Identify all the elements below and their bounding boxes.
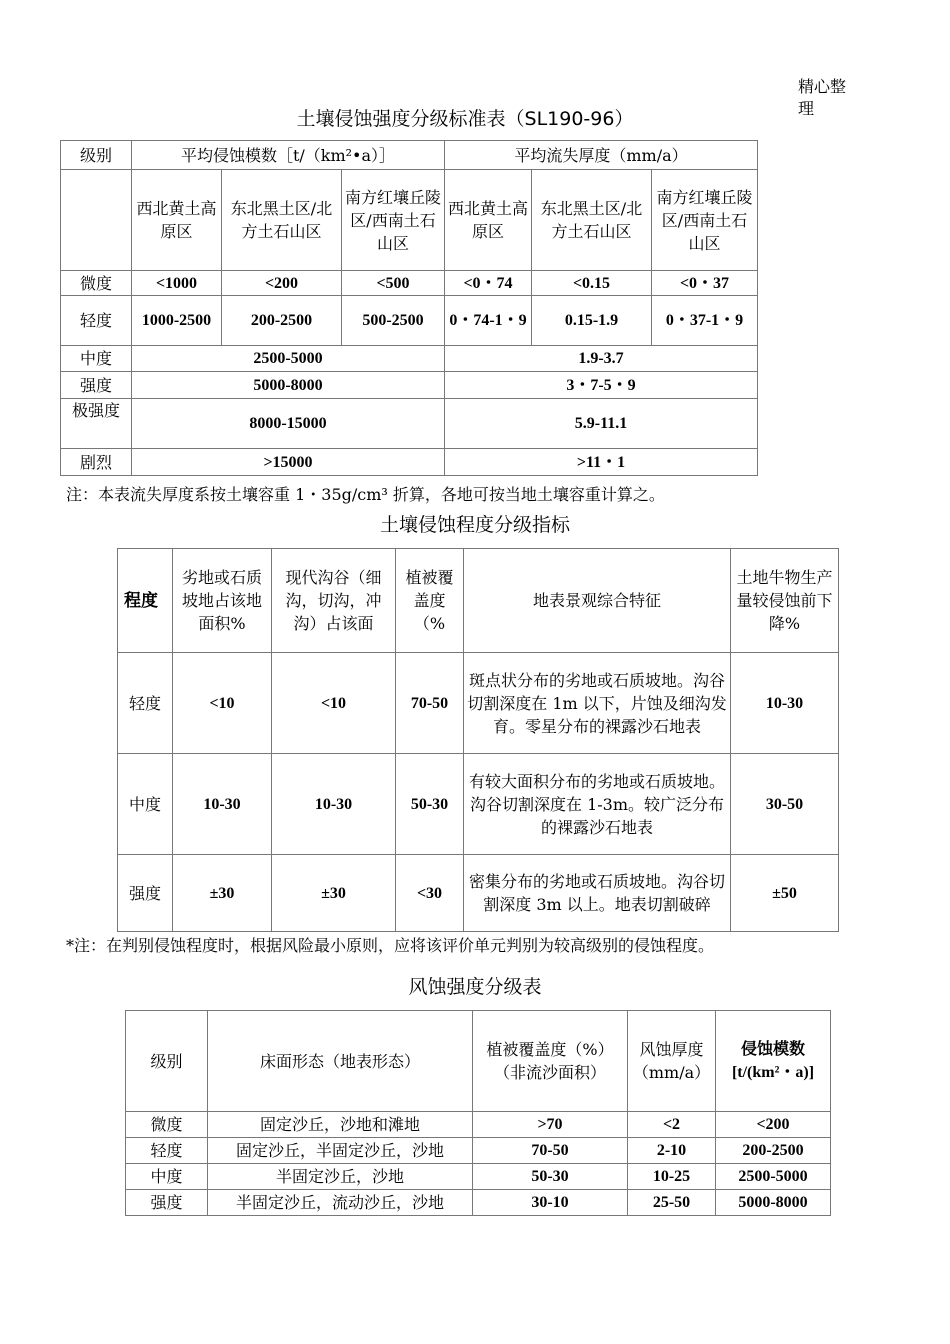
poor-land-value: 10-30 xyxy=(173,754,272,855)
header-poor-land: 劣地或石质坡地占该地面积% xyxy=(173,549,272,653)
table-row xyxy=(118,855,839,932)
depth-value: >11・1 xyxy=(445,449,758,476)
productivity-value: 30-50 xyxy=(731,754,839,855)
table-row xyxy=(126,1164,831,1190)
surface-form: 半固定沙丘，流动沙丘，沙地 xyxy=(208,1190,473,1216)
modulus-value: 5000-8000 xyxy=(716,1190,831,1216)
header-depth: 平均流失厚度（mm/a） xyxy=(445,141,758,170)
row-level: 极强度 xyxy=(61,399,132,449)
vegetation-value: <30 xyxy=(396,855,464,932)
table2-note: *注：在判别侵蚀程度时，根据风险最小原则，应将该评价单元判别为较高级别的侵蚀程度。 xyxy=(66,936,715,955)
modulus-value: 2500-5000 xyxy=(132,346,445,372)
header-vegetation: 植被覆盖度（% xyxy=(396,549,464,653)
table1-title: 土壤侵蚀强度分级标准表（SL190-96） xyxy=(296,108,634,130)
table1-note: 注：本表流失厚度系按土壤容重 1・35g/cm³ 折算，各地可按当地土壤容重计算之。 xyxy=(66,485,665,504)
header-vegetation: 植被覆盖度（%）（非流沙面积） xyxy=(473,1011,628,1112)
row-degree: 中度 xyxy=(118,754,173,855)
row-degree: 强度 xyxy=(118,855,173,932)
header-level: 级别 xyxy=(61,141,132,170)
empty-cell xyxy=(61,170,132,271)
region-south: 南方红壤丘陵区/西南土石山区 xyxy=(652,170,758,271)
depth-value: 5.9-11.1 xyxy=(445,399,758,449)
productivity-value: 10-30 xyxy=(731,653,839,754)
vegetation-value: 50-30 xyxy=(473,1164,628,1190)
poor-land-value: <10 xyxy=(173,653,272,754)
row-level: 剧烈 xyxy=(61,449,132,476)
depth-value: 0.15-1.9 xyxy=(532,296,652,346)
thickness-value: 10-25 xyxy=(628,1164,716,1190)
table-row xyxy=(118,754,839,855)
table-row xyxy=(61,296,758,346)
region-northwest: 西北黄土高原区 xyxy=(132,170,222,271)
surface-form: 固定沙丘，沙地和滩地 xyxy=(208,1112,473,1138)
thickness-value: 2-10 xyxy=(628,1138,716,1164)
table2-title: 土壤侵蚀程度分级指标 xyxy=(379,514,570,536)
landscape-description: 斑点状分布的劣地或石质坡地。沟谷切割深度在 1m 以下，片蚀及细沟发育。零星分布的裸露沙石地表 xyxy=(464,653,731,754)
modulus-value: 1000-2500 xyxy=(132,296,222,346)
depth-value: <0・74 xyxy=(445,271,532,296)
landscape-description: 有较大面积分布的劣地或石质坡地。沟谷切割深度在 1-3m。较广泛分布的裸露沙石地表 xyxy=(464,754,731,855)
erosion-degree-table xyxy=(117,548,839,932)
erosion-intensity-table xyxy=(60,140,758,476)
gully-value: ±30 xyxy=(272,855,396,932)
region-south: 南方红壤丘陵区/西南土石山区 xyxy=(342,170,445,271)
depth-value: <0・37 xyxy=(652,271,758,296)
table-row xyxy=(118,653,839,754)
depth-value: 3・7-5・9 xyxy=(445,372,758,399)
depth-value: 0・74-1・9 xyxy=(445,296,532,346)
table-row xyxy=(61,271,758,296)
header-gully: 现代沟谷（细沟，切沟，冲沟）占该面 xyxy=(272,549,396,653)
region-northeast: 东北黑土区/北方土石山区 xyxy=(532,170,652,271)
table-row xyxy=(61,346,758,372)
corner-note: 精心整理 xyxy=(798,77,847,118)
gully-value: <10 xyxy=(272,653,396,754)
row-level: 微度 xyxy=(126,1112,208,1138)
gully-value: 10-30 xyxy=(272,754,396,855)
table-row xyxy=(126,1138,831,1164)
table-row xyxy=(61,372,758,399)
depth-value: <0.15 xyxy=(532,271,652,296)
table-row xyxy=(126,1190,831,1216)
table-row xyxy=(126,1112,831,1138)
header-surface-form: 床面形态（地表形态） xyxy=(208,1011,473,1112)
region-northwest: 西北黄土高原区 xyxy=(445,170,532,271)
header-level: 级别 xyxy=(126,1011,208,1112)
header-landscape: 地表景观综合特征 xyxy=(464,549,731,653)
table-row xyxy=(61,449,758,476)
header-productivity: 土地牛物生产量较侵蚀前下降% xyxy=(731,549,839,653)
table-row xyxy=(61,399,758,449)
row-level: 强度 xyxy=(61,372,132,399)
modulus-value: <200 xyxy=(222,271,342,296)
modulus-value: 5000-8000 xyxy=(132,372,445,399)
header-thickness: 风蚀厚度（mm/a） xyxy=(628,1011,716,1112)
modulus-value: 200-2500 xyxy=(222,296,342,346)
vegetation-value: 50-30 xyxy=(396,754,464,855)
row-level: 轻度 xyxy=(126,1138,208,1164)
thickness-value: <2 xyxy=(628,1112,716,1138)
table3-title: 风蚀强度分级表 xyxy=(408,976,542,998)
header-modulus: 平均侵蚀模数［t/（km²•a）］ xyxy=(132,141,445,170)
thickness-value: 25-50 xyxy=(628,1190,716,1216)
vegetation-value: 70-50 xyxy=(473,1138,628,1164)
modulus-value: <200 xyxy=(716,1112,831,1138)
modulus-value: <500 xyxy=(342,271,445,296)
row-degree: 轻度 xyxy=(118,653,173,754)
region-northeast: 东北黑土区/北方土石山区 xyxy=(222,170,342,271)
row-level: 强度 xyxy=(126,1190,208,1216)
modulus-value: >15000 xyxy=(132,449,445,476)
surface-form: 半固定沙丘，沙地 xyxy=(208,1164,473,1190)
vegetation-value: >70 xyxy=(473,1112,628,1138)
row-level: 轻度 xyxy=(61,296,132,346)
wind-erosion-table xyxy=(125,1010,831,1216)
poor-land-value: ±30 xyxy=(173,855,272,932)
landscape-description: 密集分布的劣地或石质坡地。沟谷切割深度 3m 以上。地表切割破碎 xyxy=(464,855,731,932)
header-modulus: 侵蚀模数 [t/(km²・a)] xyxy=(716,1011,831,1112)
modulus-value: 2500-5000 xyxy=(716,1164,831,1190)
row-level: 中度 xyxy=(61,346,132,372)
productivity-value: ±50 xyxy=(731,855,839,932)
vegetation-value: 70-50 xyxy=(396,653,464,754)
header-degree: 程度 xyxy=(118,549,173,653)
modulus-value: 200-2500 xyxy=(716,1138,831,1164)
depth-value: 0・37-1・9 xyxy=(652,296,758,346)
vegetation-value: 30-10 xyxy=(473,1190,628,1216)
row-level: 中度 xyxy=(126,1164,208,1190)
depth-value: 1.9-3.7 xyxy=(445,346,758,372)
modulus-value: 500-2500 xyxy=(342,296,445,346)
row-level: 微度 xyxy=(61,271,132,296)
modulus-value: 8000-15000 xyxy=(132,399,445,449)
surface-form: 固定沙丘，半固定沙丘，沙地 xyxy=(208,1138,473,1164)
modulus-value: <1000 xyxy=(132,271,222,296)
